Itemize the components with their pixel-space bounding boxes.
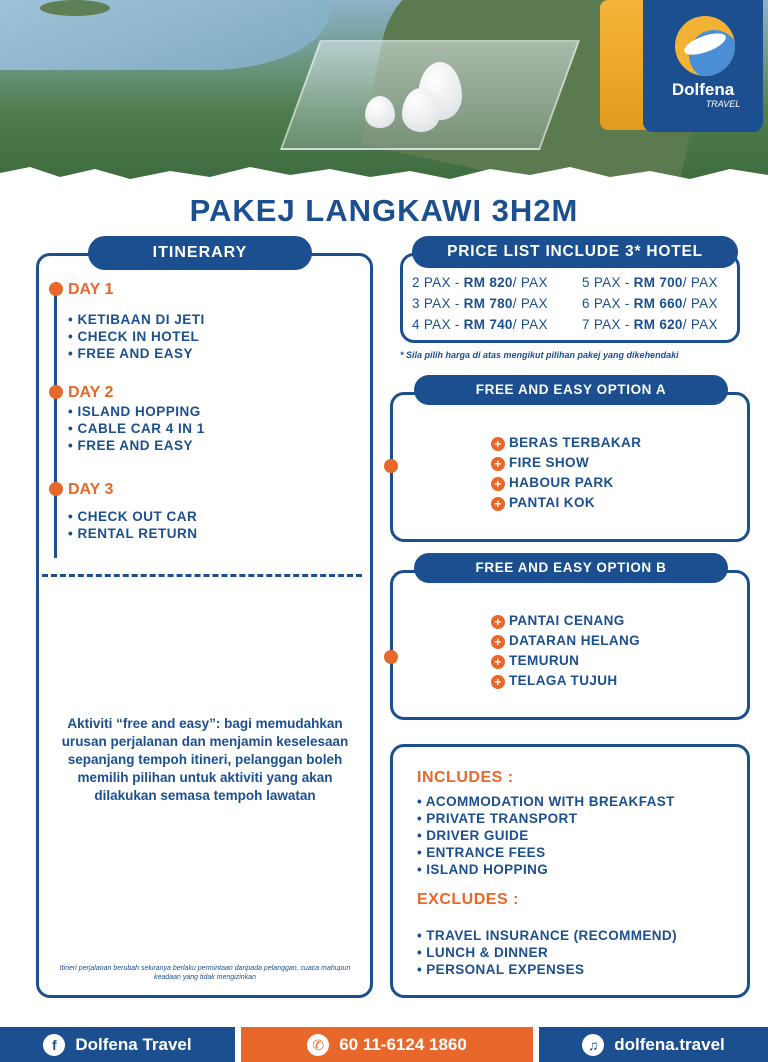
option-a-item: + FIRE SHOW — [491, 455, 589, 471]
timeline-line — [54, 288, 57, 558]
price-row: 6 PAX - RM 660/ PAX — [582, 296, 718, 311]
hero-egg — [402, 88, 440, 132]
option-a-item: + HABOUR PARK — [491, 475, 614, 491]
dashed-divider — [42, 574, 362, 577]
itinerary-footnote: Itineri perjalanan berubah sekiranya berlaku permintaan daripada pelanggan, cuaca mahupun keadaan yang tidak mengizinkan — [59, 965, 351, 981]
includes-heading: INCLUDES : — [417, 769, 514, 786]
brand-tagline: TRAVEL — [705, 99, 741, 109]
facebook-label: Dolfena Travel — [75, 1034, 192, 1054]
itinerary-item: • CHECK OUT CAR — [68, 509, 198, 524]
facebook-link[interactable] — [0, 1027, 235, 1062]
price-row: 5 PAX - RM 700/ PAX — [582, 275, 718, 290]
hero-island — [40, 0, 110, 16]
plus-icon: + — [491, 675, 505, 689]
option-b-item: + PANTAI CENANG — [491, 613, 625, 629]
day-label: DAY 3 — [68, 481, 114, 498]
page-title: PAKEJ LANGKAWI 3H2M — [189, 193, 579, 228]
phone-icon: ✆ — [307, 1034, 329, 1056]
includes-item: • ACOMMODATION WITH BREAKFAST — [417, 794, 675, 809]
excludes-item: • TRAVEL INSURANCE (RECOMMEND) — [417, 928, 677, 943]
excludes-heading: EXCLUDES : — [417, 891, 519, 908]
timeline-dot — [49, 482, 63, 496]
option-a-heading: FREE AND EASY OPTION A — [414, 375, 728, 405]
itinerary-item: • CABLE CAR 4 IN 1 — [68, 421, 205, 436]
option-b-item: + TEMURUN — [491, 653, 579, 669]
option-b-dot — [384, 650, 398, 664]
plus-icon: + — [491, 655, 505, 669]
option-b-item: + DATARAN HELANG — [491, 633, 640, 649]
excludes-item: • PERSONAL EXPENSES — [417, 962, 585, 977]
itinerary-item: • ISLAND HOPPING — [68, 404, 201, 419]
plus-icon: + — [491, 457, 505, 471]
footer-bar — [0, 1027, 768, 1062]
price-row: 2 PAX - RM 820/ PAX — [412, 275, 548, 290]
tiktok-link[interactable] — [539, 1027, 768, 1062]
plus-icon: + — [491, 635, 505, 649]
option-a-dot — [384, 459, 398, 473]
timeline-dot — [49, 282, 63, 296]
plus-icon: + — [491, 437, 505, 451]
brand-logo — [643, 0, 763, 132]
facebook-icon: f — [43, 1034, 65, 1056]
day-label: DAY 2 — [68, 384, 114, 401]
timeline-dot — [49, 385, 63, 399]
price-row: 7 PAX - RM 620/ PAX — [582, 317, 718, 332]
price-list-heading: PRICE LIST INCLUDE 3* HOTEL — [412, 236, 738, 268]
includes-item: • PRIVATE TRANSPORT — [417, 811, 578, 826]
plus-icon: + — [491, 497, 505, 511]
option-b-item: + TELAGA TUJUH — [491, 673, 618, 689]
hero-egg — [365, 96, 395, 128]
phone-label: 60 11-6124 1860 — [339, 1034, 467, 1054]
itinerary-item: • FREE AND EASY — [68, 438, 193, 453]
itinerary-panel — [36, 253, 373, 998]
day-label: DAY 1 — [68, 281, 114, 298]
itinerary-item: • CHECK IN HOTEL — [68, 329, 200, 344]
itinerary-heading: ITINERARY — [88, 236, 312, 270]
itinerary-item: • RENTAL RETURN — [68, 526, 198, 541]
includes-item: • ENTRANCE FEES — [417, 845, 546, 860]
free-and-easy-note: Aktiviti “free and easy”: bagi memudahkan urusan perjalanan dan menjamin keselesaan sepanjang tempoh itineri, pelanggan boleh memilih pilihan untuk aktiviti yang akan dilakukan semasa tempoh lawatan — [61, 716, 349, 803]
phone-link[interactable] — [241, 1027, 533, 1062]
itinerary-item: • FREE AND EASY — [68, 346, 193, 361]
excludes-item: • LUNCH & DINNER — [417, 945, 549, 960]
plus-icon: + — [491, 615, 505, 629]
dolphin-logo-icon — [675, 16, 735, 76]
brand-name: Dolfena — [671, 80, 735, 99]
option-a-item: + PANTAI KOK — [491, 495, 595, 511]
price-row: 3 PAX - RM 780/ PAX — [412, 296, 548, 311]
plus-icon: + — [491, 477, 505, 491]
price-note: * Sila pilih harga di atas mengikut pilihan pakej yang dikehendaki — [400, 350, 679, 360]
itinerary-item: • KETIBAAN DI JETI — [68, 312, 205, 327]
hero-wave-edge — [0, 157, 768, 185]
option-a-item: + BERAS TERBAKAR — [491, 435, 641, 451]
includes-item: • DRIVER GUIDE — [417, 828, 529, 843]
option-b-heading: FREE AND EASY OPTION B — [414, 553, 728, 583]
includes-item: • ISLAND HOPPING — [417, 862, 549, 877]
tiktok-label: dolfena.travel — [614, 1034, 725, 1054]
tiktok-icon: ♫ — [582, 1034, 604, 1056]
price-row: 4 PAX - RM 740/ PAX — [412, 317, 548, 332]
